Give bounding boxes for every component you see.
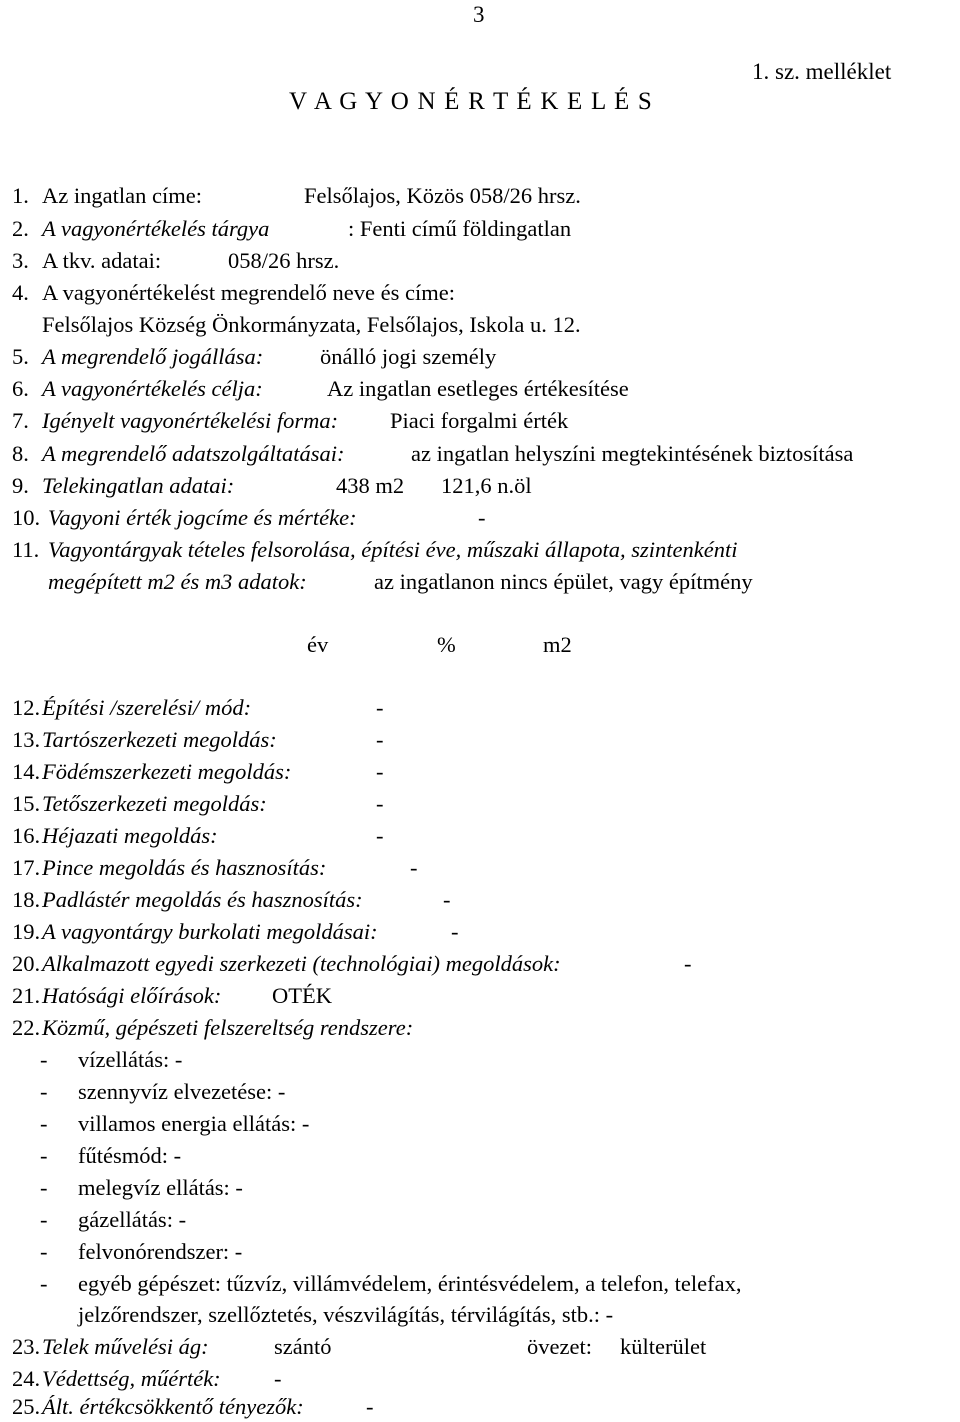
item-14-label: Födémszerkezeti megoldás:	[42, 759, 292, 784]
item-7-label: Igényelt vagyonértékelési forma:	[42, 408, 339, 433]
item-3-number: 3.	[12, 248, 29, 273]
item-19-label: A vagyontárgy burkolati megoldásai:	[42, 919, 378, 944]
item-10-label: Vagyoni érték jogcíme és mértéke:	[48, 505, 357, 530]
col-header-m2: m2	[543, 632, 572, 657]
item-22-label: Közmű, gépészeti felszereltség rendszere:	[42, 1015, 414, 1040]
item-17-label: Pince megoldás és hasznosítás:	[42, 855, 327, 880]
item-23-number: 23.	[12, 1334, 41, 1359]
item-21-value: OTÉK	[272, 983, 332, 1008]
item-24-label: Védettség, műérték:	[42, 1366, 221, 1391]
item-2-label: A vagyonértékelés tárgya	[42, 216, 270, 241]
utility-bullet: -	[40, 1271, 48, 1296]
item-7-value: Piaci forgalmi érték	[390, 408, 569, 433]
item-11-value: az ingatlanon nincs épület, vagy építmény	[374, 569, 753, 594]
col-header-percent: %	[437, 632, 456, 657]
utility-sewage: szennyvíz elvezetése: -	[78, 1079, 286, 1104]
utility-other: egyéb gépészet: tűzvíz, villámvédelem, érintésvédelem, a telefon, telefax,	[78, 1271, 742, 1296]
utility-bullet: -	[40, 1111, 48, 1136]
utility-elevator: felvonórendszer: -	[78, 1239, 243, 1264]
item-25-number: 25.	[12, 1394, 41, 1419]
item-21-number: 21.	[12, 983, 41, 1008]
item-11-number: 11.	[12, 537, 40, 562]
item-11-label-line1: Vagyontárgyak tételes felsorolása, építési éve, műszaki állapota, szintenkénti	[48, 537, 738, 562]
item-15-label: Tetőszerkezeti megoldás:	[42, 791, 267, 816]
attachment-label: 1. sz. melléklet	[752, 59, 892, 84]
item-13-number: 13.	[12, 727, 41, 752]
item-10-value: -	[478, 505, 486, 530]
item-19-number: 19.	[12, 919, 41, 944]
utility-other-continued: jelzőrendszer, szellőztetés, vészvilágítás, térvilágítás, stb.: -	[78, 1302, 614, 1327]
item-3-label: A tkv. adatai:	[42, 248, 162, 273]
item-14-number: 14.	[12, 759, 41, 784]
utility-bullet: -	[40, 1143, 48, 1168]
item-9-label: Telekingatlan adatai:	[42, 473, 235, 498]
item-15-value: -	[376, 791, 384, 816]
item-9-area-nol: 121,6 n.öl	[441, 473, 532, 498]
utility-bullet: -	[40, 1207, 48, 1232]
item-4-value: Felsőlajos Község Önkormányzata, Felsőlajos, Iskola u. 12.	[42, 312, 581, 337]
item-23-zone-value: külterület	[620, 1334, 707, 1359]
item-3-value: 058/26 hrsz.	[228, 248, 340, 273]
document-title: V A G Y O N É R T É K E L É S	[289, 88, 653, 115]
item-13-label: Tartószerkezeti megoldás:	[42, 727, 277, 752]
item-20-label: Alkalmazott egyedi szerkezeti (technológiai) megoldások:	[42, 951, 561, 976]
item-16-label: Héjazati megoldás:	[42, 823, 218, 848]
item-25-value: -	[366, 1394, 374, 1419]
item-12-label: Építési /szerelési/ mód:	[42, 695, 252, 720]
item-5-value: önálló jogi személy	[320, 344, 497, 369]
item-4-label: A vagyonértékelést megrendelő neve és címe:	[42, 280, 455, 305]
item-14-value: -	[376, 759, 384, 784]
item-12-value: -	[376, 695, 384, 720]
item-5-label: A megrendelő jogállása:	[42, 344, 264, 369]
item-9-area-m2: 438 m2	[336, 473, 405, 498]
utility-bullet: -	[40, 1175, 48, 1200]
item-18-label: Padlástér megoldás és hasznosítás:	[42, 887, 363, 912]
item-17-value: -	[410, 855, 418, 880]
item-17-number: 17.	[12, 855, 41, 880]
item-4-number: 4.	[12, 280, 29, 305]
item-15-number: 15.	[12, 791, 41, 816]
item-12-number: 12.	[12, 695, 41, 720]
item-23-label: Telek művelési ág:	[42, 1334, 209, 1359]
utility-heating: fűtésmód: -	[78, 1143, 182, 1168]
utility-water: vízellátás: -	[78, 1047, 183, 1072]
item-8-number: 8.	[12, 441, 29, 466]
utility-bullet: -	[40, 1239, 48, 1264]
col-header-year: év	[307, 632, 329, 657]
item-6-label: A vagyonértékelés célja:	[42, 376, 263, 401]
utility-bullet: -	[40, 1079, 48, 1104]
item-9-number: 9.	[12, 473, 29, 498]
item-24-number: 24.	[12, 1366, 41, 1391]
utility-gas: gázellátás: -	[78, 1207, 187, 1232]
item-20-number: 20.	[12, 951, 41, 976]
page-number: 3	[473, 2, 485, 27]
item-5-number: 5.	[12, 344, 29, 369]
item-16-number: 16.	[12, 823, 41, 848]
item-18-value: -	[443, 887, 451, 912]
item-1-value: Felsőlajos, Közös 058/26 hrsz.	[304, 183, 581, 208]
item-6-value: Az ingatlan esetleges értékesítése	[327, 376, 629, 401]
item-18-number: 18.	[12, 887, 41, 912]
item-7-number: 7.	[12, 408, 29, 433]
item-6-number: 6.	[12, 376, 29, 401]
item-25-label: Ált. értékcsökkentő tényezők:	[42, 1394, 304, 1419]
item-19-value: -	[451, 919, 459, 944]
item-8-value: az ingatlan helyszíni megtekintésének biztosítása	[411, 441, 854, 466]
utility-bullet: -	[40, 1047, 48, 1072]
item-2-number: 2.	[12, 216, 29, 241]
item-23-zone-label: övezet:	[527, 1334, 592, 1359]
utility-hot-water: melegvíz ellátás: -	[78, 1175, 243, 1200]
item-20-value: -	[684, 951, 692, 976]
item-24-value: -	[274, 1366, 282, 1391]
item-13-value: -	[376, 727, 384, 752]
item-1-label: Az ingatlan címe:	[42, 183, 202, 208]
item-23-value: szántó	[274, 1334, 332, 1359]
item-16-value: -	[376, 823, 384, 848]
item-10-number: 10.	[12, 505, 41, 530]
item-8-label: A megrendelő adatszolgáltatásai:	[42, 441, 345, 466]
item-2-value: : Fenti című földingatlan	[348, 216, 572, 241]
item-22-number: 22.	[12, 1015, 41, 1040]
item-21-label: Hatósági előírások:	[42, 983, 222, 1008]
item-1-number: 1.	[12, 183, 29, 208]
utility-electricity: villamos energia ellátás: -	[78, 1111, 310, 1136]
item-11-label-line2: megépített m2 és m3 adatok:	[48, 569, 307, 594]
